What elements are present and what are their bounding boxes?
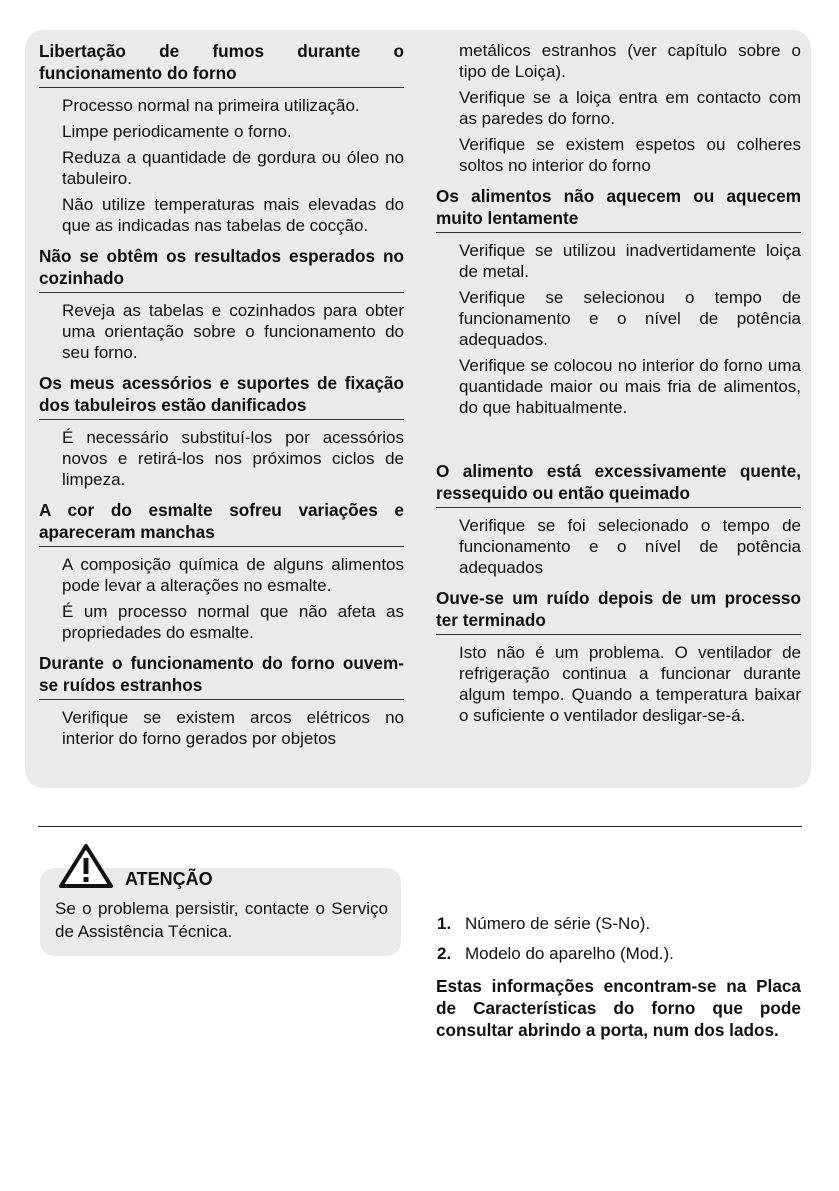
list-item: Verifique se colocou no interior do forno uma quantidade maior ou mais fria de alimentos, do que habitualmente. — [459, 356, 801, 417]
section-heating — [436, 185, 801, 418]
warning-triangle-icon — [58, 843, 114, 889]
section-title: Não se obtêm os resultados esperados no cozinhado — [39, 245, 404, 293]
service-info-list — [437, 913, 801, 973]
list-item: Reduza a quantidade de gordura ou óleo no tabuleiro. — [62, 148, 404, 188]
list-item: Verifique se foi selecionado o tempo de funcionamento e o nível de potência adequados — [459, 516, 801, 577]
section-title: Libertação de fumos durante o funcionamento do forno — [39, 40, 404, 88]
section-enamel — [39, 499, 404, 643]
list-text: Número de série (S-No). — [465, 914, 651, 933]
list-item: É necessário substituí-los por acessórios novos e retirá-los nos próximos ciclos de limpeza. — [62, 428, 404, 489]
section-after-noise — [436, 587, 801, 726]
section-title: O alimento está excessivamente quente, ressequido ou então queimado — [436, 460, 801, 508]
section-title: A cor do esmalte sofreu variações e apareceram manchas — [39, 499, 404, 547]
section-noises-continued — [436, 40, 801, 176]
section-overheated — [436, 460, 801, 578]
section-title: Os alimentos não aquecem ou aquecem muito lentamente — [436, 185, 801, 233]
list-item — [437, 913, 801, 935]
list-number: 2. — [437, 944, 452, 963]
section-results — [39, 245, 404, 363]
list-item: Verifique se existem arcos elétricos no interior do forno gerados por objetos — [62, 708, 404, 748]
section-title: Durante o funcionamento do forno ouvem-se ruídos estranhos — [39, 652, 404, 700]
list-item: A composição química de alguns alimentos pode levar a alterações no esmalte. — [62, 555, 404, 595]
info-text: Estas informações encontram-se na Placa de Características do forno que pode consultar abrindo a porta, num dos lados. — [436, 976, 801, 1040]
section-title: Os meus acessórios e suportes de fixação dos tabuleiros estão danificados — [39, 372, 404, 420]
list-item: Limpe periodicamente o forno. — [62, 122, 292, 141]
list-item: Verifique se utilizou inadvertidamente loiça de metal. — [459, 241, 801, 281]
list-item: Não utilize temperaturas mais elevadas do que as indicadas nas tabelas de cocção. — [62, 195, 404, 235]
list-item: Verifique se existem espetos ou colheres soltos no interior do forno — [459, 135, 801, 175]
section-accessories — [39, 372, 404, 490]
list-item: Verifique se selecionou o tempo de funcionamento e o nível de potência adequados. — [459, 288, 801, 349]
list-item: É um processo normal que não afeta as propriedades do esmalte. — [62, 602, 404, 642]
divider — [38, 826, 802, 827]
list-item: Verifique se a loiça entra em contacto com as paredes do forno. — [459, 88, 801, 128]
section-title: Ouve-se um ruído depois de um processo ter terminado — [436, 587, 801, 635]
list-item: Reveja as tabelas e cozinhados para obter uma orientação sobre o funcionamento do seu forno. — [62, 301, 404, 362]
list-item — [437, 943, 801, 965]
list-item: Isto não é um problema. O ventilador de refrigeração continua a funcionar durante algum tempo. Quando a temperatura baixar o suficiente o ventilador desligar-se-á. — [459, 643, 801, 725]
warning-title: ATENÇÃO — [125, 869, 213, 889]
list-item-continued: metálicos estranhos (ver capítulo sobre o tipo de Loiça). — [459, 41, 801, 81]
warning-text: Se o problema persistir, contacte o Serviço de Assistência Técnica. — [55, 899, 388, 941]
list-number: 1. — [437, 914, 452, 933]
section-noises — [39, 652, 404, 749]
left-column — [39, 40, 404, 758]
list-text: Modelo do aparelho (Mod.). — [465, 944, 674, 963]
section-smoke — [39, 40, 404, 236]
list-item: Processo normal na primeira utilização. — [62, 96, 360, 115]
right-column — [436, 40, 801, 735]
